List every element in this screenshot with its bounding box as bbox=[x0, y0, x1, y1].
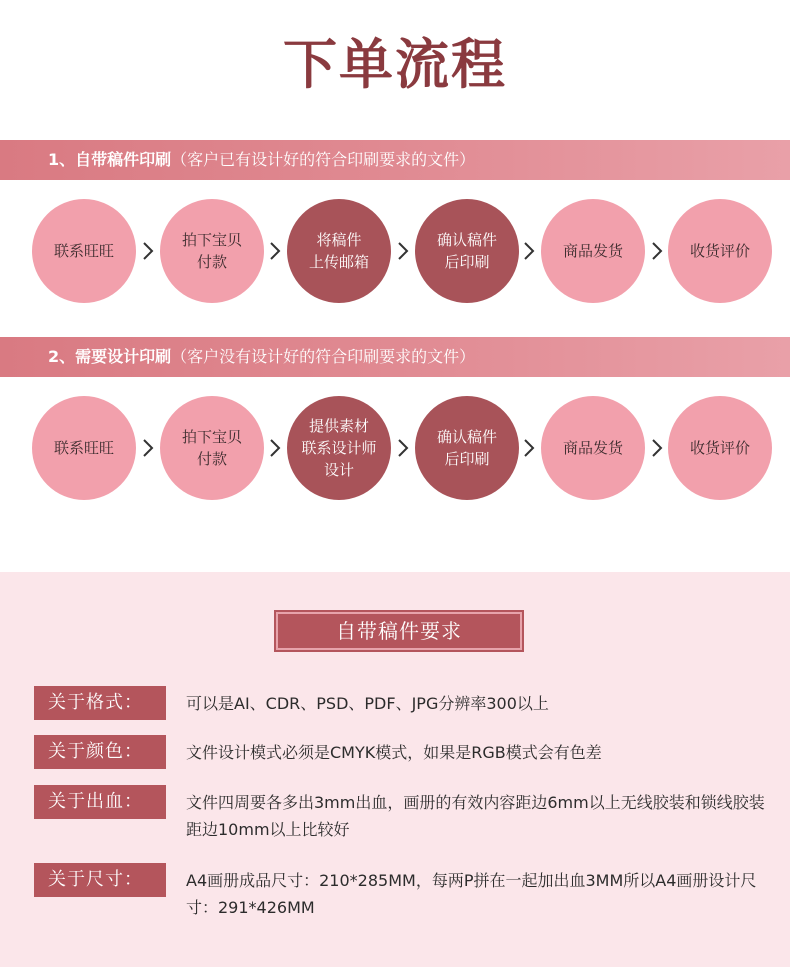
flow-b-steps bbox=[0, 396, 790, 500]
chevron-right-icon bbox=[393, 396, 413, 500]
step-label: 付款 bbox=[196, 253, 227, 271]
chevron-right-icon bbox=[138, 396, 158, 500]
chevron-right-icon bbox=[265, 396, 285, 500]
chevron-right-icon bbox=[138, 199, 158, 303]
flow-b-header bbox=[0, 337, 790, 377]
step-label: 商品发货 bbox=[562, 439, 623, 457]
step-label: 将稿件 bbox=[316, 231, 362, 249]
step-label: 设计 bbox=[323, 461, 354, 479]
flow-b-step-4 bbox=[415, 396, 519, 500]
step-label: 拍下宝贝 bbox=[181, 231, 242, 249]
step-label: 付款 bbox=[196, 450, 227, 468]
step-label: 联系旺旺 bbox=[53, 242, 114, 260]
flow-a-number: 1、 bbox=[48, 150, 76, 169]
step-label: 后印刷 bbox=[444, 253, 490, 271]
chevron-right-icon bbox=[393, 199, 413, 303]
requirements-title: 自带稿件要求 bbox=[276, 612, 522, 650]
flow-a-step-5 bbox=[541, 199, 645, 303]
flow-b-step-6 bbox=[668, 396, 772, 500]
flow-b-heading: 需要设计印刷 bbox=[75, 347, 172, 366]
flow-b-step-2 bbox=[160, 396, 264, 500]
requirement-text: 文件设计模式必须是CMYK模式，如果是RGB模式会有色差 bbox=[186, 743, 602, 762]
chevron-right-icon bbox=[519, 199, 539, 303]
flow-a-step-2 bbox=[160, 199, 264, 303]
step-label: 提供素材 bbox=[308, 417, 369, 435]
requirements-section bbox=[0, 572, 790, 967]
flow-a-header bbox=[0, 140, 790, 180]
requirement-label: 关于格式： bbox=[34, 686, 166, 720]
requirement-label: 关于尺寸： bbox=[34, 863, 166, 897]
flow-a-heading: 自带稿件印刷 bbox=[75, 150, 172, 169]
flow-b-note: （客户没有设计好的符合印刷要求的文件） bbox=[171, 347, 476, 366]
flow-a-step-1 bbox=[32, 199, 136, 303]
step-label: 收货评价 bbox=[689, 242, 750, 260]
requirement-text: 可以是AI、CDR、PSD、PDF、JPG分辨率300以上 bbox=[186, 694, 549, 713]
step-label: 确认稿件 bbox=[436, 428, 497, 446]
chevron-right-icon bbox=[265, 199, 285, 303]
flow-b-number: 2、 bbox=[48, 347, 76, 366]
flow-b-step-3 bbox=[287, 396, 391, 500]
requirement-label: 关于出血： bbox=[34, 785, 166, 819]
step-label: 确认稿件 bbox=[436, 231, 497, 249]
flow-b-step-1 bbox=[32, 396, 136, 500]
flow-a-step-3 bbox=[287, 199, 391, 303]
step-label: 收货评价 bbox=[689, 439, 750, 457]
requirement-text: A4画册成品尺寸：210*285MM，每两P拼在一起加出血3MM所以A4画册设计尺寸：291*426MM bbox=[186, 871, 757, 917]
flow-a-step-6 bbox=[668, 199, 772, 303]
flow-a-step-4 bbox=[415, 199, 519, 303]
flow-a-steps bbox=[0, 199, 790, 303]
step-label: 拍下宝贝 bbox=[181, 428, 242, 446]
step-label: 后印刷 bbox=[444, 450, 490, 468]
requirement-text: 文件四周要各多出3mm出血，画册的有效内容距边6mm以上无线胶装和锁线胶装距边10mm以上比较好 bbox=[186, 793, 765, 839]
step-label: 商品发货 bbox=[562, 242, 623, 260]
requirement-label: 关于颜色： bbox=[34, 735, 166, 769]
step-label: 联系旺旺 bbox=[53, 439, 114, 457]
step-label: 联系设计师 bbox=[301, 439, 377, 457]
flow-a-note: （客户已有设计好的符合印刷要求的文件） bbox=[171, 150, 476, 169]
flow-b-step-5 bbox=[541, 396, 645, 500]
chevron-right-icon bbox=[519, 396, 539, 500]
step-label: 上传邮箱 bbox=[308, 253, 369, 271]
page-title: 下单流程 bbox=[283, 33, 507, 96]
chevron-right-icon bbox=[647, 199, 667, 303]
chevron-right-icon bbox=[647, 396, 667, 500]
